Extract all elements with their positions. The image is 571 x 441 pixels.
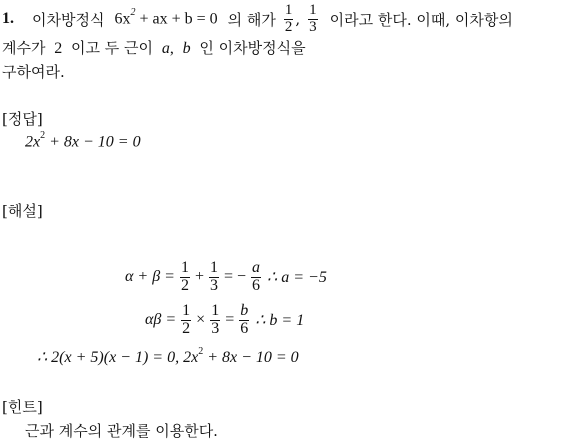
explanation-equation-1: α + β = $\frac{1}{2}$ + $\frac{1}{3}$ = − $\frac{a}{6}$ ∴ a = −5 (125, 259, 327, 294)
fraction-one-half: $\frac{1}{2}$ (284, 1, 293, 35)
explanation-equation-2: αβ = $\frac{1}{2}$ × $\frac{1}{3}$ = $\frac{b}{6}$ ∴ b = 1 (145, 302, 305, 337)
problem-text: 이차방정식 (32, 10, 105, 29)
fraction-one-third: $\frac{1}{3}$ (309, 1, 317, 35)
problem-number: 1. (2, 10, 14, 27)
separator: , (295, 10, 301, 28)
answer-label: [정답] (2, 110, 43, 128)
explanation-equation-3: ∴ 2(x + 5)(x − 1) = 0, $2x^2 + 8x - 10 = 0$ (37, 345, 299, 366)
problem-text: 의 해가 (227, 10, 276, 29)
problem-line-1 (32, 1, 513, 35)
equation: $6x^2$ + ax + b = 0 (114, 7, 218, 28)
problem-text: 이라고 한다. 이때, 이차항의 (329, 10, 513, 29)
answer-equation: $2x^2 + 8x - 10 = 0$ (25, 130, 141, 151)
hint-text: 근과 계수의 관계를 이용한다. (25, 422, 218, 440)
problem-line-2: 계수가 2 이고 두 근이 a, b 인 이차방정식을 (2, 39, 306, 57)
hint-label: [힌트] (2, 398, 43, 416)
explanation-label: [해설] (2, 202, 43, 220)
problem-line-3: 구하여라. (2, 63, 65, 81)
